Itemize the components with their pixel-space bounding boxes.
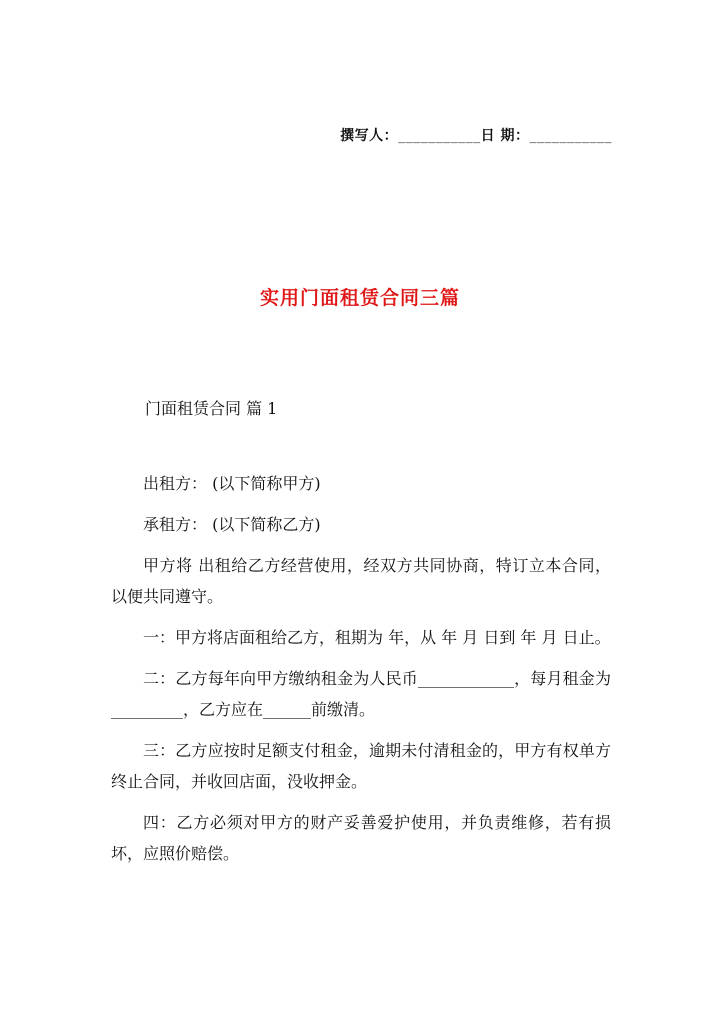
- author-blank: ___________: [398, 128, 481, 144]
- paragraph-clause-1: 一：甲方将店面租给乙方，租期为 年，从 年 月 日到 年 月 日止。: [143, 628, 611, 647]
- author-date-line: [340, 125, 612, 145]
- paragraph-preamble: 甲方将 出租给乙方经营使用，经双方共同协商，特订立本合同，以便共同遵守。: [111, 556, 611, 606]
- contract-body: [111, 468, 611, 879]
- paragraph-clause-3: 三：乙方应按时足额支付租金，逾期未付清租金的，甲方有权单方终止合同，并收回店面，没收押金。: [111, 741, 611, 791]
- paragraph-clause-4: 四：乙方必须对甲方的财产妥善爱护使用，并负责维修，若有损坏，应照价赔偿。: [111, 813, 611, 863]
- document-title: 实用门面租赁合同三篇: [259, 287, 460, 309]
- paragraph-lessee: 承租方： (以下简称乙方): [143, 515, 321, 534]
- contract-subheading: 门面租赁合同 篇 1: [145, 399, 278, 418]
- author-label: 撰写人：: [340, 128, 399, 144]
- date-label: 日 期：: [480, 128, 530, 144]
- paragraph-lessor: 出租方： (以下简称甲方): [143, 474, 321, 493]
- paragraph-clause-2: 二：乙方每年向甲方缴纳租金为人民币____________，每月租金为_________，乙方应在______前缴清。: [111, 669, 611, 719]
- date-blank: ___________: [529, 128, 612, 144]
